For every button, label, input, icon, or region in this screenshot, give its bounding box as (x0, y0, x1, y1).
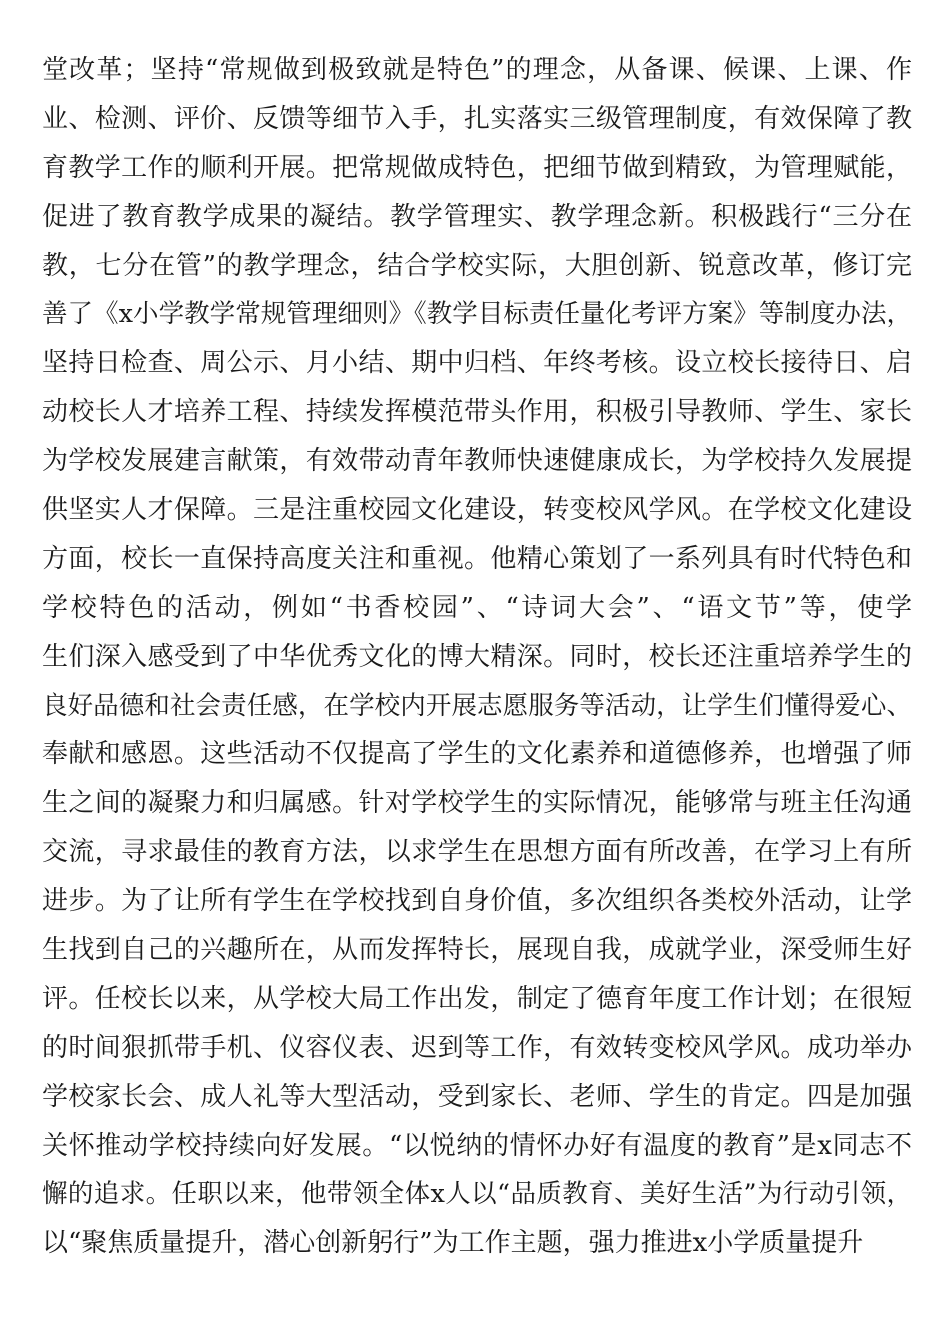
text-line: 业、检测、评价、反馈等细节入手，扎实落实三级管理制度，有效保障了教 (42, 103, 912, 134)
text-line: 动校长人才培养工程、持续发挥模范带头作用，积极引导教师、学生、家长 (42, 397, 912, 428)
text-line: 坚持日检查、周公示、月小结、期中归档、年终考核。设立校长接待日、启 (42, 348, 912, 379)
text-line: 育教学工作的顺利开展。把常规做成特色，把细节做到精致，为管理赋能， (42, 152, 912, 183)
text-line: 方面，校长一直保持高度关注和重视。他精心策划了一系列具有时代特色和 (42, 543, 912, 574)
text-line: 学校特色的活动，例如“书香校园”、“诗词大会”、“语文节”等，使学 (42, 592, 912, 623)
text-line: 堂改革；坚持“常规做到极致就是特色”的理念，从备课、候课、上课、作 (42, 55, 912, 85)
text-line: 评。任校长以来，从学校大局工作出发，制定了德育年度工作计划；在很短 (42, 983, 912, 1014)
text-line: 学校家长会、成人礼等大型活动，受到家长、老师、学生的肯定。四是加强 (42, 1081, 912, 1112)
text-line: 奉献和感恩。这些活动不仅提高了学生的文化素养和道德修养，也增强了师 (42, 739, 912, 770)
text-line: 生找到自己的兴趣所在，从而发挥特长，展现自我，成就学业，深受师生好 (42, 935, 912, 966)
text-line: 善了《x小学教学常规管理细则》《教学目标责任量化考评方案》等制度办法， (42, 299, 912, 330)
text-line: 懈的追求。任职以来，他带领全体x人以“品质教育、美好生活”为行动引领， (42, 1179, 912, 1210)
text-line: 交流，寻求最佳的教育方法，以求学生在思想方面有所改善，在学习上有所 (42, 837, 912, 868)
text-line: 关怀推动学校持续向好发展。“以悦纳的情怀办好有温度的教育”是x同志不 (42, 1130, 912, 1161)
text-line: 的时间狠抓带手机、仪容仪表、迟到等工作，有效转变校风学风。成功举办 (42, 1032, 912, 1063)
text-line: 以“聚焦质量提升，潜心创新躬行”为工作主题，强力推进x小学质量提升 (42, 1228, 864, 1259)
text-line: 良好品德和社会责任感，在学校内开展志愿服务等活动，让学生们懂得爱心、 (42, 690, 912, 721)
text-line: 供坚实人才保障。三是注重校园文化建设，转变校风学风。在学校文化建设 (42, 495, 912, 526)
text-line: 生们深入感受到了中华优秀文化的博大精深。同时，校长还注重培养学生的 (42, 641, 912, 672)
text-line: 教，七分在管”的教学理念，结合学校实际，大胆创新、锐意改革，修订完 (42, 250, 912, 281)
body-text (42, 46, 912, 1268)
text-line: 生之间的凝聚力和归属感。针对学校学生的实际情况，能够常与班主任沟通 (42, 788, 912, 819)
text-line: 促进了教育教学成果的凝结。教学管理实、教学理念新。积极践行“三分在 (42, 201, 912, 232)
text-line: 为学校发展建言献策，有效带动青年教师快速健康成长，为学校持久发展提 (42, 446, 912, 477)
text-line: 进步。为了让所有学生在学校找到自身价值，多次组织各类校外活动，让学 (42, 886, 912, 917)
